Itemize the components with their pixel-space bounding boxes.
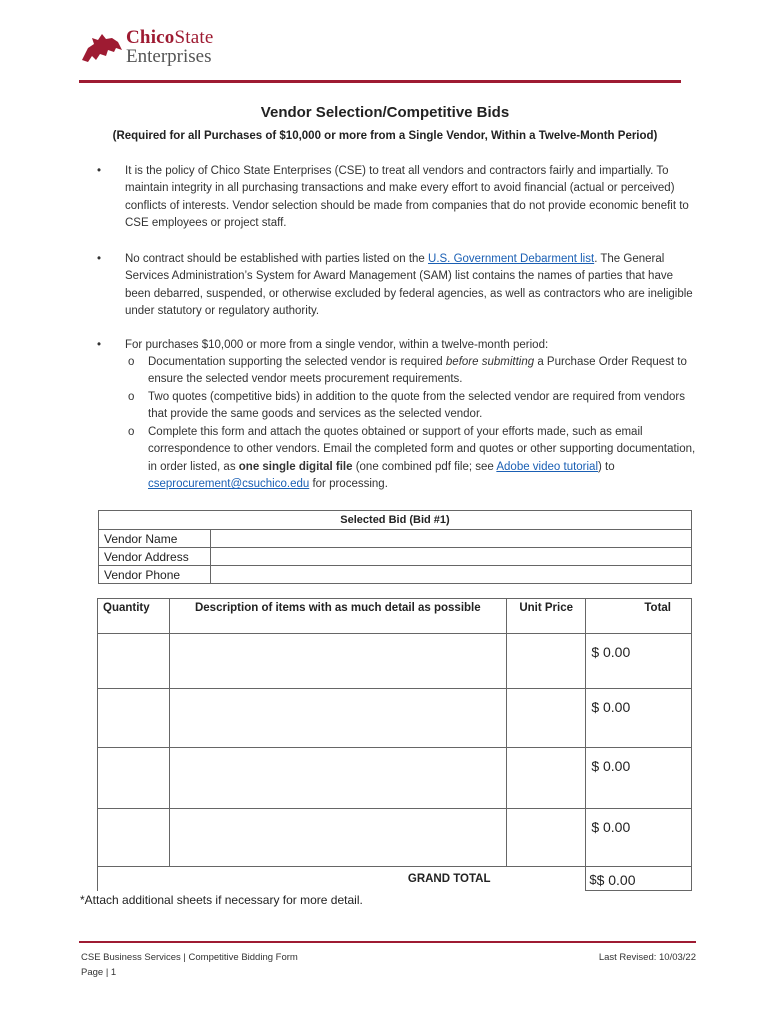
attach-note: *Attach additional sheets if necessary for more detail. <box>80 893 363 907</box>
description-cell[interactable] <box>169 748 506 809</box>
chico-state-enterprises-logo <box>80 28 240 70</box>
grand-total-row <box>98 867 692 891</box>
total-cell[interactable]: $ 0.00 <box>586 689 692 748</box>
vendor-phone-label: Vendor Phone <box>99 566 211 584</box>
vendor-address-field[interactable] <box>211 548 692 566</box>
unit-price-header: Unit Price <box>507 599 586 634</box>
sub-bullet-text: Complete this form and attach the quotes obtained or support of your efforts made, such as email correspondence to other vendors. Email the completed form and quotes or other supporting documentation, in order listed, as one single digital file (one combined pdf file; see Adobe video tutorial) to cseprocurement@csuchico.edu for processing. <box>148 426 696 491</box>
description-header: Description of items with as much detail as possible <box>169 599 506 634</box>
table-row <box>98 689 692 748</box>
bullet-icon: • <box>97 165 102 177</box>
total-cell[interactable]: $ 0.00 <box>586 809 692 867</box>
table-row <box>98 809 692 867</box>
vendor-name-label: Vendor Name <box>99 530 211 548</box>
table-row <box>98 748 692 809</box>
description-cell[interactable] <box>169 809 506 867</box>
procurement-email-link[interactable]: cseprocurement@csuchico.edu <box>148 478 310 491</box>
footer-left <box>81 950 298 980</box>
description-cell[interactable] <box>169 689 506 748</box>
adobe-video-link[interactable]: Adobe video tutorial <box>496 460 599 473</box>
bullet-icon: • <box>97 339 102 351</box>
page-title: Vendor Selection/Competitive Bids <box>260 104 510 121</box>
debarment-list-link[interactable]: U.S. Government Debarment list <box>428 253 595 265</box>
bullet-text: It is the policy of Chico State Enterprises (CSE) to treat all vendors and contractors fairly and impartially. To maintain integrity in all purchasing transactions and make every effort to avoid financial (actual or perceived) conflicts of interests. Vendor selection should be made from companies that do not provide economic benefit to CSE employees or project staff. <box>125 165 689 230</box>
vendor-address-label: Vendor Address <box>99 548 211 566</box>
footer-page-number: Page | 1 <box>81 967 117 978</box>
quantity-cell[interactable] <box>98 634 170 689</box>
total-cell[interactable]: $ 0.00 <box>586 748 692 809</box>
unit-price-cell[interactable] <box>507 634 586 689</box>
footer-revised: Last Revised: 10/03/22 <box>598 952 696 963</box>
vendor-phone-field[interactable] <box>211 566 692 584</box>
unit-price-cell[interactable] <box>507 689 586 748</box>
grand-total-cell[interactable] <box>586 867 692 891</box>
quantity-cell[interactable] <box>98 689 170 748</box>
bullet-text: For purchases $10,000 or more from a single vendor, within a twelve-month period: <box>125 339 549 351</box>
sub-bullet-text: Documentation supporting the selected vendor is required before submitting a Purchase Order Request to ensure the selected vendor meets procurement requirements. <box>148 356 687 386</box>
vendor-table-header: Selected Bid (Bid #1) <box>99 511 692 530</box>
page-subtitle: (Required for all Purchases of $10,000 or more from a Single Vendor, Within a Twelve-Month Period) <box>112 130 658 142</box>
bullet-text: No contract should be established with parties listed on the U.S. Government Debarment list. The General Services Administration’s System for Award Management (SAM) list contains the names of parties that have been debarred, suspended, or otherwise excluded by federal agencies, as well as contractors who are ineligible under statutory or regulatory authority. <box>125 253 693 318</box>
grand-total-value: $ 0.00 <box>596 872 636 888</box>
logo-line-2: Enterprises <box>126 46 212 67</box>
grand-total-prefix: $ <box>589 872 597 887</box>
description-cell[interactable] <box>169 634 506 689</box>
total-cell[interactable]: $ 0.00 <box>586 634 692 689</box>
quantity-cell[interactable] <box>98 809 170 867</box>
footer-form-name: CSE Business Services | Competitive Bidding Form <box>81 952 298 963</box>
grand-total-label: GRAND TOTAL <box>407 873 491 885</box>
unit-price-cell[interactable] <box>507 748 586 809</box>
table-row <box>98 634 692 689</box>
vendor-table <box>98 510 692 584</box>
sub-bullet-icon: o <box>128 426 135 438</box>
quantity-header: Quantity <box>98 599 170 634</box>
sub-bullet-icon: o <box>128 391 135 403</box>
quantity-cell[interactable] <box>98 748 170 809</box>
total-header: Total <box>586 599 692 634</box>
footer-rule <box>79 941 696 943</box>
items-table <box>97 598 692 891</box>
bullet-icon: • <box>97 253 102 265</box>
sub-bullet-icon: o <box>128 356 135 368</box>
vendor-name-field[interactable] <box>211 530 692 548</box>
sub-bullet-text: Two quotes (competitive bids) in addition to the quote from the selected vendor are required from vendors that provide the same goods and services as the selected vendor. <box>148 391 685 421</box>
header-rule <box>79 80 681 83</box>
logo-line-1: ChicoState <box>126 27 214 48</box>
unit-price-cell[interactable] <box>507 809 586 867</box>
wildcat-icon <box>80 30 124 66</box>
